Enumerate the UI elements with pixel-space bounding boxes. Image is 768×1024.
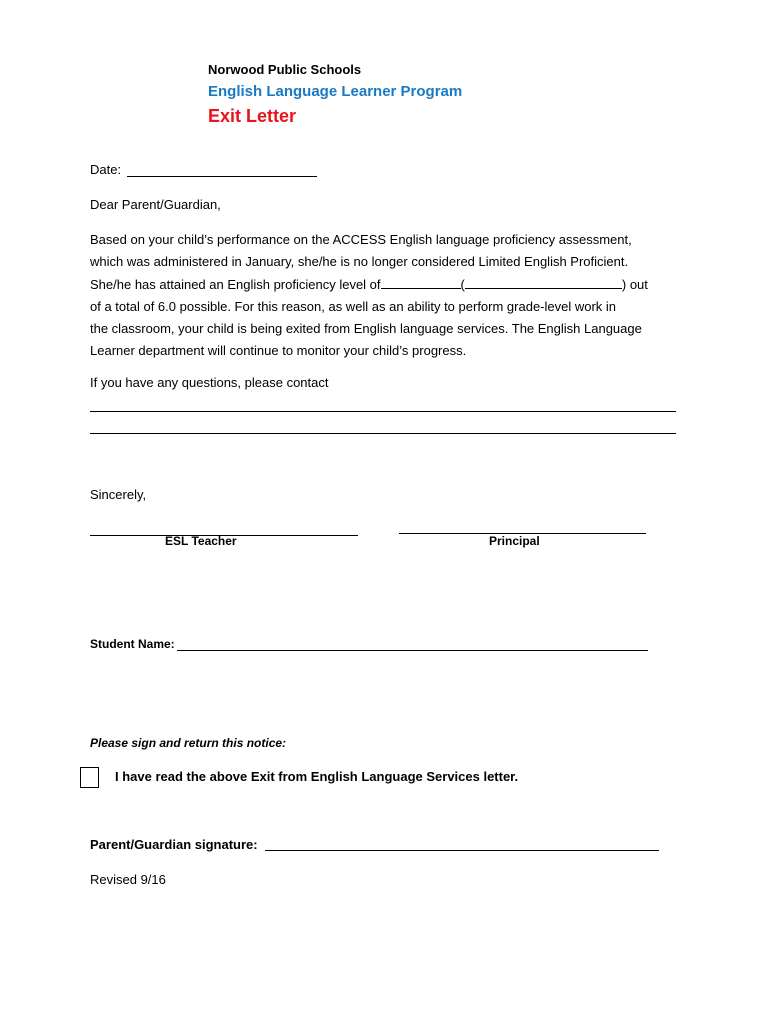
- body-line: which was administered in January, she/he is no longer considered Limited English Proficient.: [90, 254, 629, 270]
- contact-line-2[interactable]: [90, 433, 676, 434]
- body-paragraph: [90, 229, 648, 363]
- body-line: the classroom, your child is being exited from English language services. The English Language: [90, 321, 642, 337]
- body-line: of a total of 6.0 possible. For this reason, as well as an ability to perform grade-level work in: [90, 298, 617, 314]
- body-line: Based on your child’s performance on the ACCESS English language proficiency assessment,: [90, 232, 632, 247]
- parent-signature-label: Parent/Guardian signature:: [90, 837, 258, 852]
- letter-title: Exit Letter: [208, 106, 297, 126]
- date-field-line[interactable]: [127, 176, 317, 177]
- acknowledgement-checkbox[interactable]: [80, 767, 99, 788]
- date-label: Date:: [90, 162, 122, 177]
- parent-signature-line[interactable]: [265, 850, 659, 851]
- contact-prompt: If you have any questions, please contact: [90, 375, 329, 390]
- proficiency-level-blank[interactable]: [381, 275, 461, 289]
- body-line-start: She/he has attained an English proficiency level of: [90, 276, 381, 292]
- principal-label: Principal: [489, 534, 540, 548]
- return-instruction: Please sign and return this notice:: [90, 736, 287, 750]
- contact-line-1[interactable]: [90, 411, 676, 412]
- school-name: Norwood Public Schools: [208, 62, 362, 77]
- proficiency-description-blank[interactable]: [465, 275, 622, 289]
- body-line: Learner department will continue to monitor your child’s progress.: [90, 343, 467, 359]
- acknowledgement-text: I have read the above Exit from English Language Services letter.: [115, 769, 519, 784]
- body-line-end: ) out: [621, 276, 648, 292]
- revision-note: Revised 9/16: [90, 872, 166, 887]
- program-name: English Language Learner Program: [208, 83, 463, 100]
- student-name-line[interactable]: [177, 650, 648, 651]
- salutation: Dear Parent/Guardian,: [90, 197, 221, 212]
- paren-open: (: [460, 276, 465, 292]
- student-name-label: Student Name:: [90, 637, 175, 651]
- esl-teacher-label: ESL Teacher: [165, 534, 237, 548]
- body-line-proficiency: [90, 274, 648, 296]
- closing: Sincerely,: [90, 487, 147, 502]
